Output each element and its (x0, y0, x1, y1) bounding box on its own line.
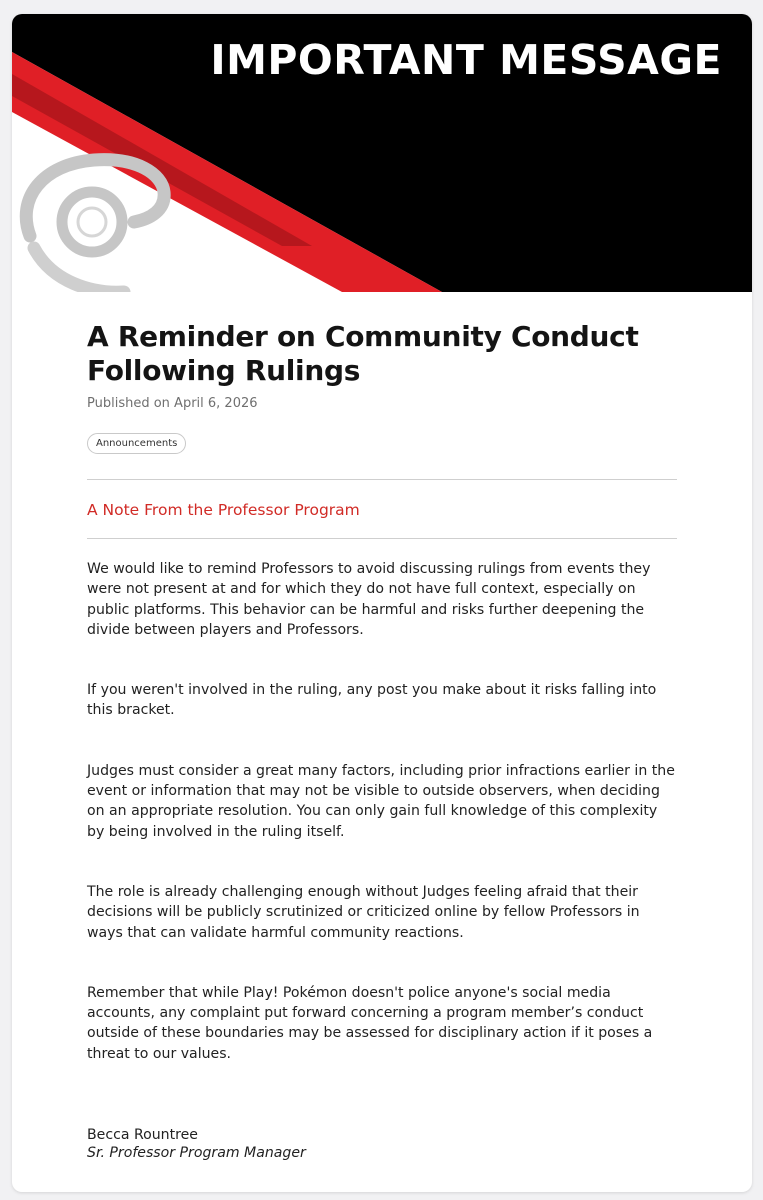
paragraph: Remember that while Play! Pokémon doesn't police anyone's social media accounts, any complaint put forward concerning a program member’s conduct outside of these boundaries may be assessed for disciplinary action if it poses a threat to our values. (87, 984, 653, 1062)
signature-role: Sr. Professor Program Manager (87, 1145, 306, 1161)
signature-block (87, 1126, 306, 1162)
paragraph: The role is already challenging enough without Judges feeling afraid that their decisions will be publicly scrutinized or criticized online by fellow Professors in ways that can validate harmful community reactions. (87, 883, 640, 941)
hero-banner (12, 14, 752, 292)
divider (87, 538, 677, 539)
paragraph: If you weren't involved in the ruling, any post you make about it risks falling into this bracket. (87, 682, 657, 719)
paragraph: We would like to remind Professors to avoid discussing rulings from events they were not present at and for which they do not have full context, especially on public platforms. This behavior can be harmful and risks further deepening the divide between players and Professors. (87, 561, 651, 638)
article-card (12, 14, 752, 1192)
signature-name: Becca Rountree (87, 1127, 198, 1143)
article-title: A Reminder on Community Conduct Following Rulings (87, 320, 639, 387)
article-content (87, 320, 677, 1104)
divider (87, 479, 677, 480)
article-body (87, 559, 677, 1064)
publish-date: Published on April 6, 2026 (87, 396, 258, 411)
banner-title: IMPORTANT MESSAGE (210, 36, 722, 84)
paragraph: Judges must consider a great many factors, including prior infractions earlier in the event or information that may not be visible to outside observers, when deciding on an appropriate resolution. You can only gain full knowledge of this complexity by being involved in the ruling itself. (87, 762, 675, 840)
section-heading: A Note From the Professor Program (87, 501, 360, 519)
tag-announcements[interactable]: Announcements (87, 433, 186, 454)
